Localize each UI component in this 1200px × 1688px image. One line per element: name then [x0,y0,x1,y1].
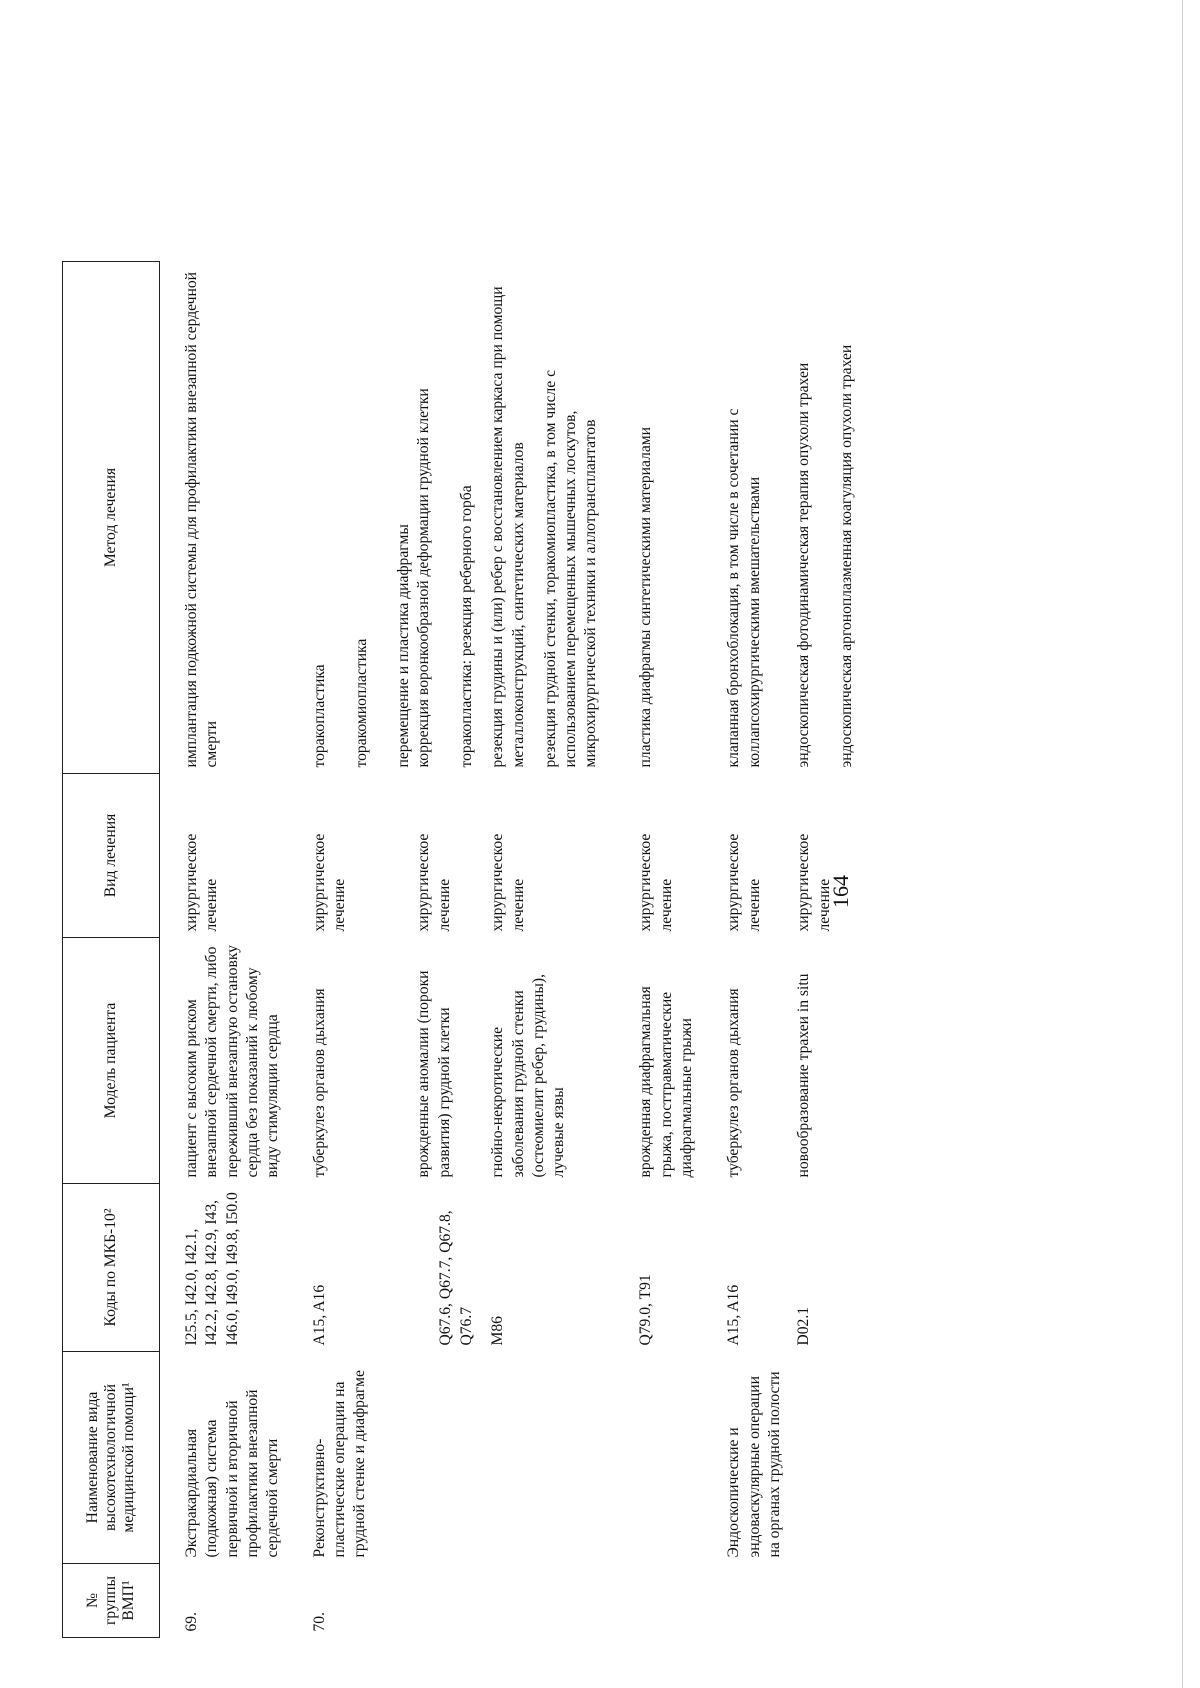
table-row [636,262,724,1638]
vmp-table [62,261,884,1638]
method-line: торакопластика [310,664,328,768]
header-vmp-name: Наименование вида высокотехнологичной медицинской помощи¹ [63,1352,160,1564]
table-row [414,262,488,1638]
row-treatment-type: хирургическое лечение [795,833,833,932]
row-number [414,1564,488,1638]
row-treatment-type: хирургическое лечение [415,833,453,932]
row-icd-codes: Q67.6, Q67.7, Q67.8, Q76.7 [437,1210,475,1346]
row-icd-codes: D02.1 [795,1306,813,1346]
page-number: 164 [828,875,853,908]
header-treatment-method: Метод лечения [63,262,160,774]
row-vmp-name: Реконструктивно-пластические операции на грудной стенке и диафрагме [310,1370,369,1558]
row-treatment-method [794,262,884,774]
row-vmp-name: Экстракардиальная (подкожная) система первичной и вторичной профилактики внезапной сердечной смерти [183,1389,282,1558]
row-vmp-name: Эндоскопические и эндоваскулярные операции на органах грудной полости [725,1371,783,1558]
row-number [488,1564,636,1638]
row-vmp-name [488,1352,636,1564]
scan-edge-line [1182,0,1183,1688]
method-line: резекция грудины и (или) ребер с восстановлением каркаса при помощи металлоконструкций, синтетических материалов [489,286,527,768]
row-treatment-method [724,262,794,774]
row-treatment-method [636,262,724,774]
row-number [724,1564,794,1638]
row-icd-codes: M86 [489,1316,507,1346]
row-vmp-name [794,1352,884,1564]
row-icd-codes: A15, A16 [310,1284,328,1346]
method-line: перемещение и пластика диафрагмы [395,524,413,768]
row-vmp-name [414,1352,488,1564]
row-patient-model: гнойно-некротические заболевания грудной стенки (остеомиелит ребер, грудины), лучевые язвы [489,974,568,1178]
row-patient-model: пациент с высоким риском внезапной сердечной смерти, либо переживший внезапную остановку сердца без показаний к любому виду стимуляции сердца [183,945,282,1178]
row-icd-codes: I25.5, I42.0, I42.1, I42.2, I42.8, I42.9, I43, I46.0, I49.0, I49.8, I50.0 [183,1192,241,1346]
method-line: клапанная бронхоблокация, в том числе в сочетании с коллапсохирургическими вмешательствами [725,408,763,768]
table-row [488,262,636,1638]
header-icd-codes: Коды по МКБ-10² [63,1184,160,1352]
row-treatment-method [414,262,488,774]
method-line: коррекция воронкообразной деформации грудной клетки [415,388,433,768]
row-treatment-method [288,262,415,774]
row-treatment-type: хирургическое лечение [725,833,763,932]
row-treatment-method [160,262,288,774]
row-patient-model: туберкулез органов дыхания [310,988,328,1178]
method-line: торакопластика: резекция реберного горба [457,485,475,768]
row-number: 69. [183,1612,200,1632]
method-line: торакомиопластика [352,638,370,768]
row-vmp-name [636,1352,724,1564]
row-treatment-type: хирургическое лечение [310,833,348,932]
row-patient-model: врожденные аномалии (пороки развития) грудной клетки [415,970,453,1178]
row-patient-model: туберкулез органов дыхания [725,988,743,1178]
header-patient-model: Модель пациента [63,938,160,1184]
row-treatment-type: хирургическое лечение [637,833,675,932]
table-header-row [63,262,160,1638]
method-line: эндоскопическая фотодинамическая терапия опухоли трахеи [795,362,813,768]
table-row [288,262,415,1638]
method-line: резекция грудной стенки, торакомиопластика, в том числе с использованием перемещенных мышечных лоскутов, микрохирургической техники и аллотрансплантатов [541,369,600,768]
row-patient-model: врожденная диафрагмальная грыжа, посттравматические диафрагмальные грыжи [637,986,695,1178]
row-treatment-type: хирургическое лечение [183,833,221,932]
header-group-number: № группы ВМП¹ [63,1564,160,1638]
row-treatment-method [488,262,636,774]
row-treatment-type: хирургическое лечение [489,833,527,932]
table-row [794,262,884,1638]
row-patient-model: новообразование трахеи in situ [795,973,813,1178]
row-number: 70. [310,1612,328,1632]
row-icd-codes: A15, A16 [725,1284,743,1346]
method-line: эндоскопическая аргоноплазменная коагуляция опухоли трахеи [837,344,855,768]
row-number [794,1564,884,1638]
header-treatment-type: Вид лечения [63,774,160,938]
row-icd-codes: Q79.0, T91 [637,1274,655,1346]
row-number [636,1564,724,1638]
method-line: пластика диафрагмы синтетическими материалами [637,427,655,768]
table-row [160,262,288,1638]
table-row [724,262,794,1638]
method-line: имплантация подкожной системы для профилактики внезапной сердечной смерти [183,271,221,768]
